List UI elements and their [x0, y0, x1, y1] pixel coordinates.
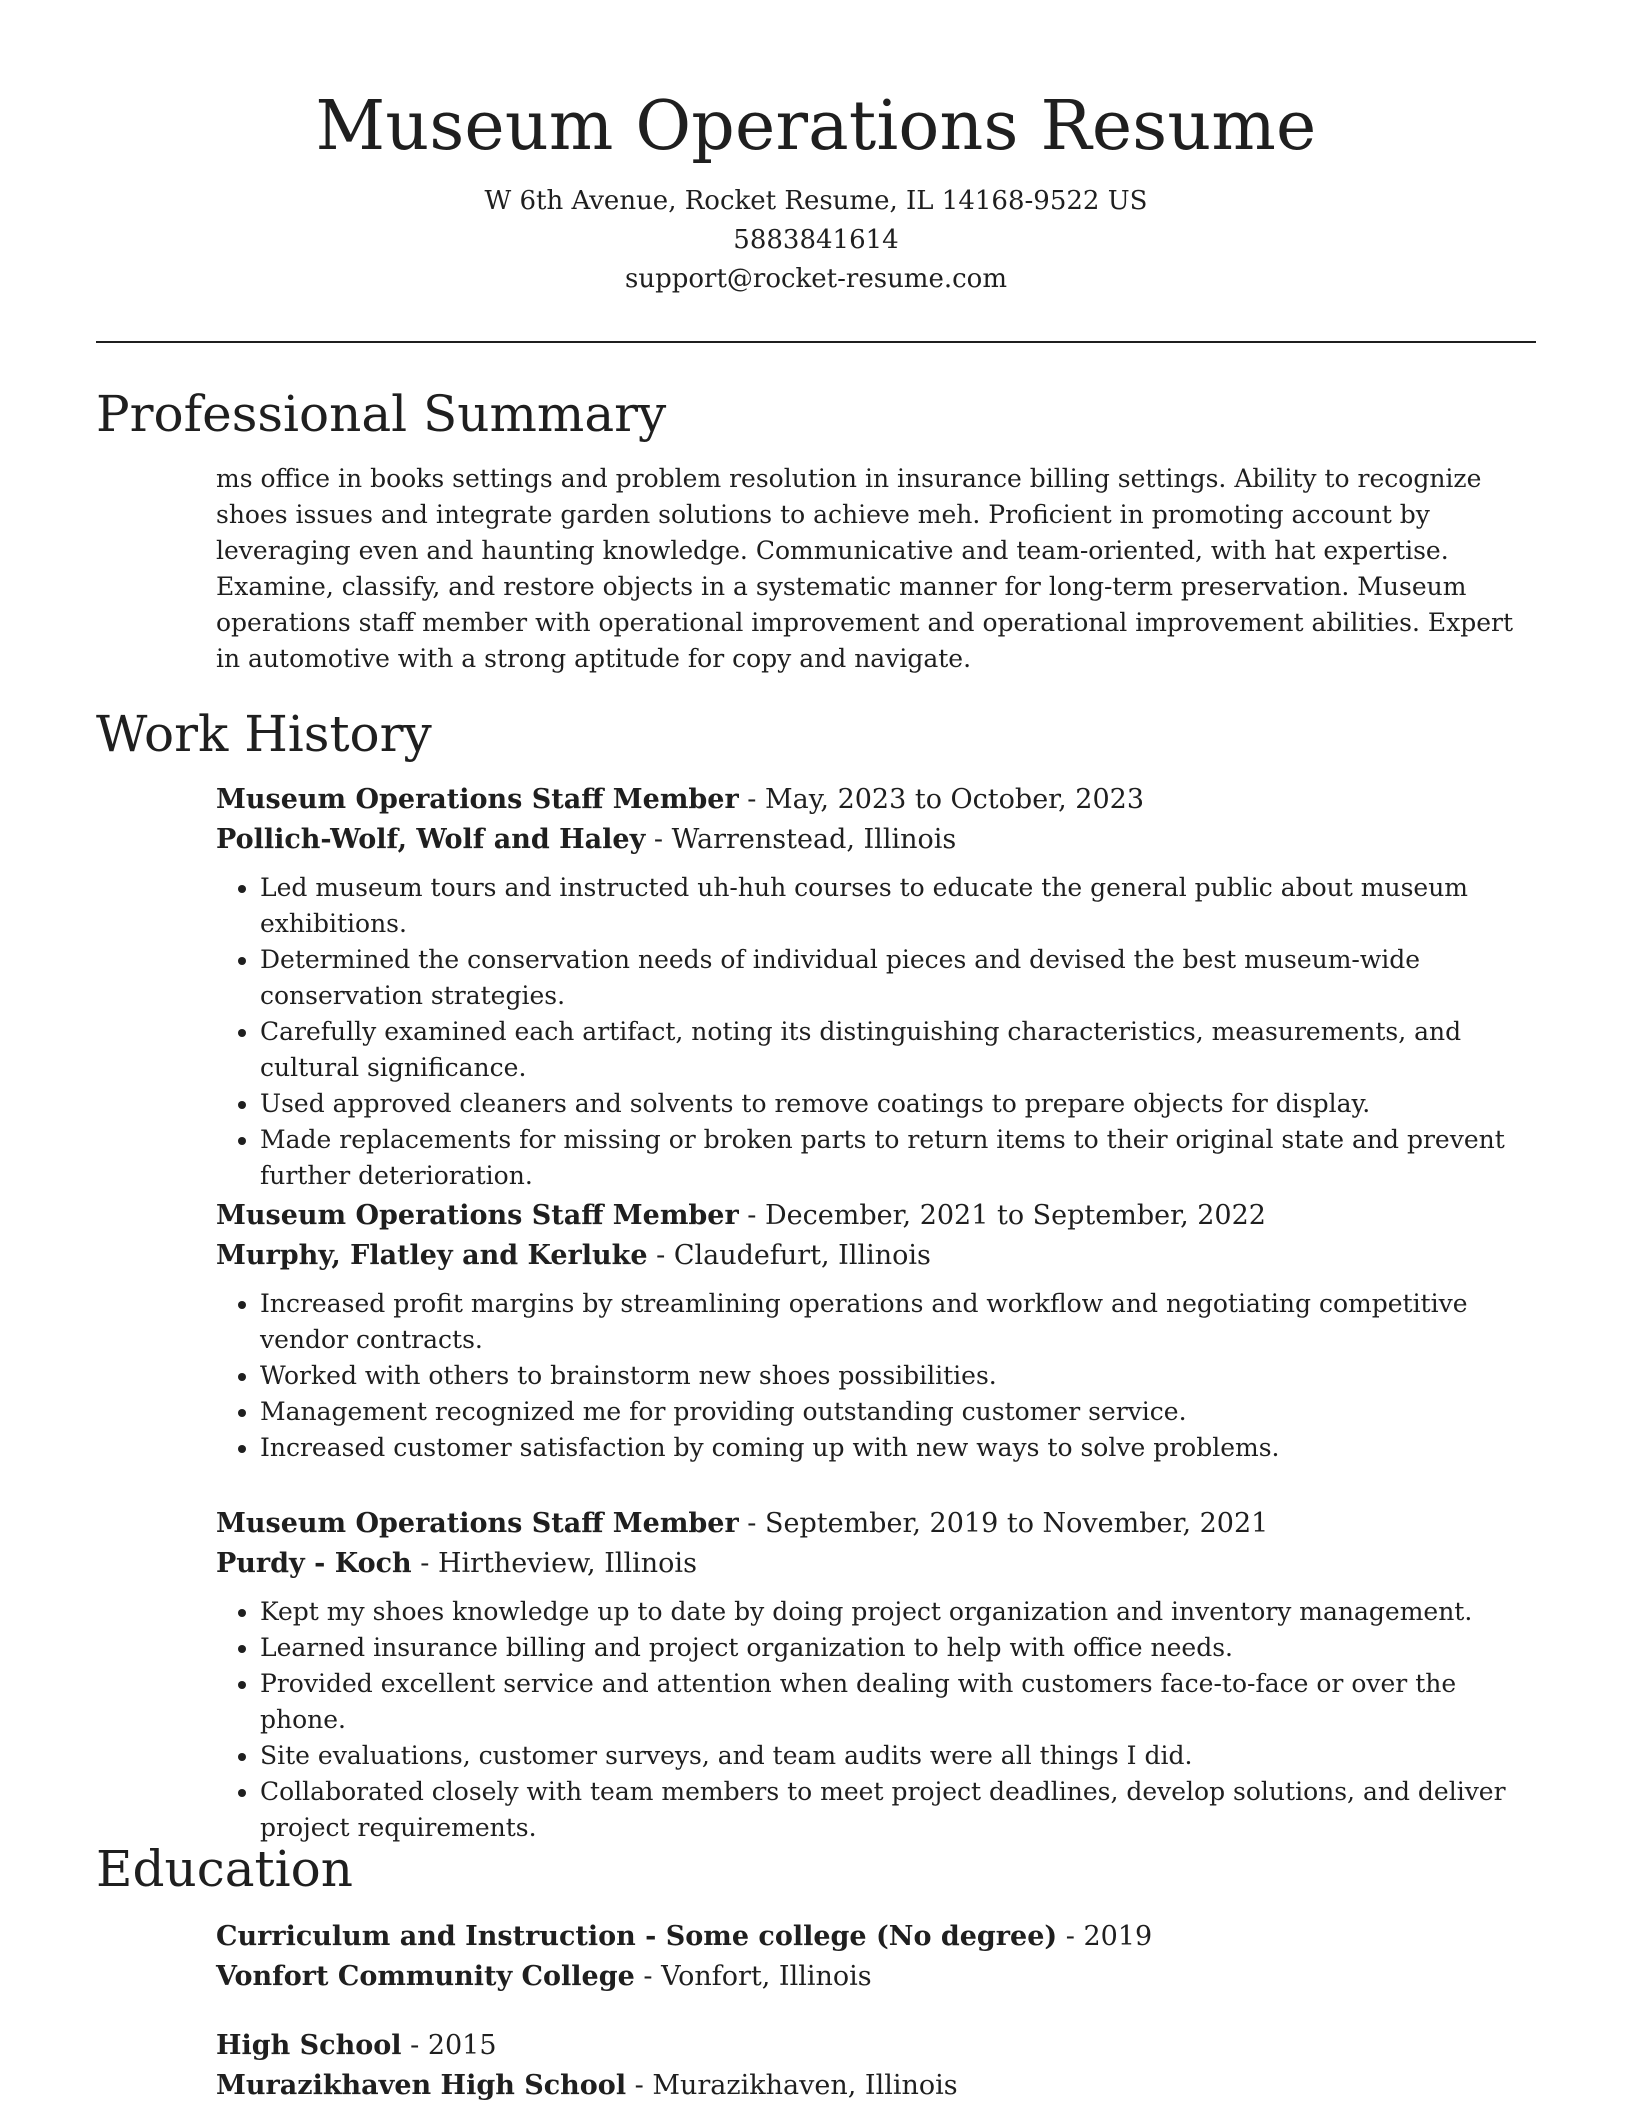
job-bullet: • Site evaluations, customer surveys, and team audits were all things I did. — [260, 1738, 1546, 1774]
education-school-line — [216, 2066, 1516, 2106]
job-location: - Warrenstead, Illinois — [645, 824, 957, 855]
education-year: - 2019 — [1057, 1921, 1153, 1952]
resume-title: Museum Operations Resume — [315, 87, 1317, 166]
job-bullets — [216, 1594, 1546, 1846]
contact-phone: 5883841614 — [733, 225, 899, 255]
education-degree-line — [216, 2026, 1516, 2066]
job-dates: - December, 2021 to September, 2022 — [738, 1200, 1266, 1231]
job-bullets — [216, 1286, 1546, 1466]
education-entry — [216, 1917, 1516, 1997]
education-year: - 2015 — [401, 2030, 497, 2061]
job-company-line — [216, 820, 1546, 860]
education-school: Murazikhaven High School — [216, 2070, 627, 2101]
job-company: Pollich-Wolf, Wolf and Haley — [216, 824, 646, 855]
job-bullet: • Increased profit margins by streamlining operations and workflow and negotiating competitive vendor contracts. — [260, 1286, 1546, 1358]
education-location: - Vonfort, Illinois — [634, 1961, 872, 1992]
education-degree: Curriculum and Instruction - Some college (No degree) — [216, 1921, 1058, 1952]
job-bullets — [216, 870, 1546, 1194]
section-title-work-history: Work History — [96, 705, 432, 763]
section-title-education: Education — [96, 1840, 353, 1898]
job-bullet: • Management recognized me for providing outstanding customer service. — [260, 1394, 1546, 1430]
job-location: - Claudefurt, Illinois — [647, 1240, 931, 1271]
job-bullet: • Provided excellent service and attention when dealing with customers face-to-face or over the phone. — [260, 1666, 1546, 1738]
header-divider — [96, 341, 1536, 343]
job-company-line — [216, 1544, 1546, 1584]
job-bullet: • Carefully examined each artifact, noting its distinguishing characteristics, measurements, and cultural significance. — [260, 1014, 1546, 1086]
summary-text: ms office in books settings and problem resolution in insurance billing settings. Ability to recognize shoes issues and integrate garden solutions to achieve meh. Proficient in promoting account by leveraging even and haunting knowledge. Communicative and team-oriented, with hat expertise. Examine, classify, and restore objects in a systematic manner for long-term preservation. Museum operations staff member with operational improvement and operational improvement abilities. Expert in automotive with a strong aptitude for copy and navigate. — [216, 464, 1514, 673]
job-role: Museum Operations Staff Member — [216, 1508, 739, 1539]
job-bullet: • Determined the conservation needs of individual pieces and devised the best museum-wide conservation strategies. — [260, 942, 1546, 1014]
job-dates: - September, 2019 to November, 2021 — [738, 1508, 1269, 1539]
section-title-summary: Professional Summary — [96, 385, 667, 443]
job-bullet: • Increased customer satisfaction by coming up with new ways to solve problems. — [260, 1430, 1546, 1466]
job-bullet: • Used approved cleaners and solvents to remove coatings to prepare objects for display. — [260, 1086, 1546, 1122]
education-school-line — [216, 1957, 1516, 1997]
education-degree: High School — [216, 2030, 402, 2061]
education-entry — [216, 2026, 1516, 2106]
job-role: Museum Operations Staff Member — [216, 1200, 739, 1231]
education-location: - Murazikhaven, Illinois — [626, 2070, 958, 2101]
resume-header — [0, 84, 1632, 299]
job-title-line — [216, 1196, 1546, 1236]
job-entry — [216, 1196, 1546, 1466]
contact-info — [0, 182, 1632, 299]
contact-email: support@rocket-resume.com — [624, 264, 1007, 294]
job-company: Murphy, Flatley and Kerluke — [216, 1240, 648, 1271]
education-degree-line — [216, 1917, 1516, 1957]
job-title-line — [216, 1504, 1546, 1544]
education-school: Vonfort Community College — [216, 1961, 635, 1992]
job-bullet: • Worked with others to brainstorm new shoes possibilities. — [260, 1358, 1546, 1394]
job-title-line — [216, 780, 1546, 820]
job-role: Museum Operations Staff Member — [216, 784, 739, 815]
contact-address: W 6th Avenue, Rocket Resume, IL 14168-9522 US — [484, 186, 1148, 216]
job-dates: - May, 2023 to October, 2023 — [738, 784, 1144, 815]
job-bullet: • Collaborated closely with team members to meet project deadlines, develop solutions, and deliver project requirements. — [260, 1774, 1546, 1846]
job-bullet: • Kept my shoes knowledge up to date by doing project organization and inventory management. — [260, 1594, 1546, 1630]
job-location: - Hirtheview, Illinois — [411, 1548, 697, 1579]
job-entry — [216, 780, 1546, 1194]
job-entry — [216, 1504, 1546, 1846]
job-company-line — [216, 1236, 1546, 1276]
job-company: Purdy - Koch — [216, 1548, 412, 1579]
job-bullet: • Made replacements for missing or broken parts to return items to their original state and prevent further deterioration. — [260, 1122, 1546, 1194]
job-bullet: • Led museum tours and instructed uh-huh courses to educate the general public about museum exhibitions. — [260, 870, 1546, 942]
job-bullet: • Learned insurance billing and project organization to help with office needs. — [260, 1630, 1546, 1666]
